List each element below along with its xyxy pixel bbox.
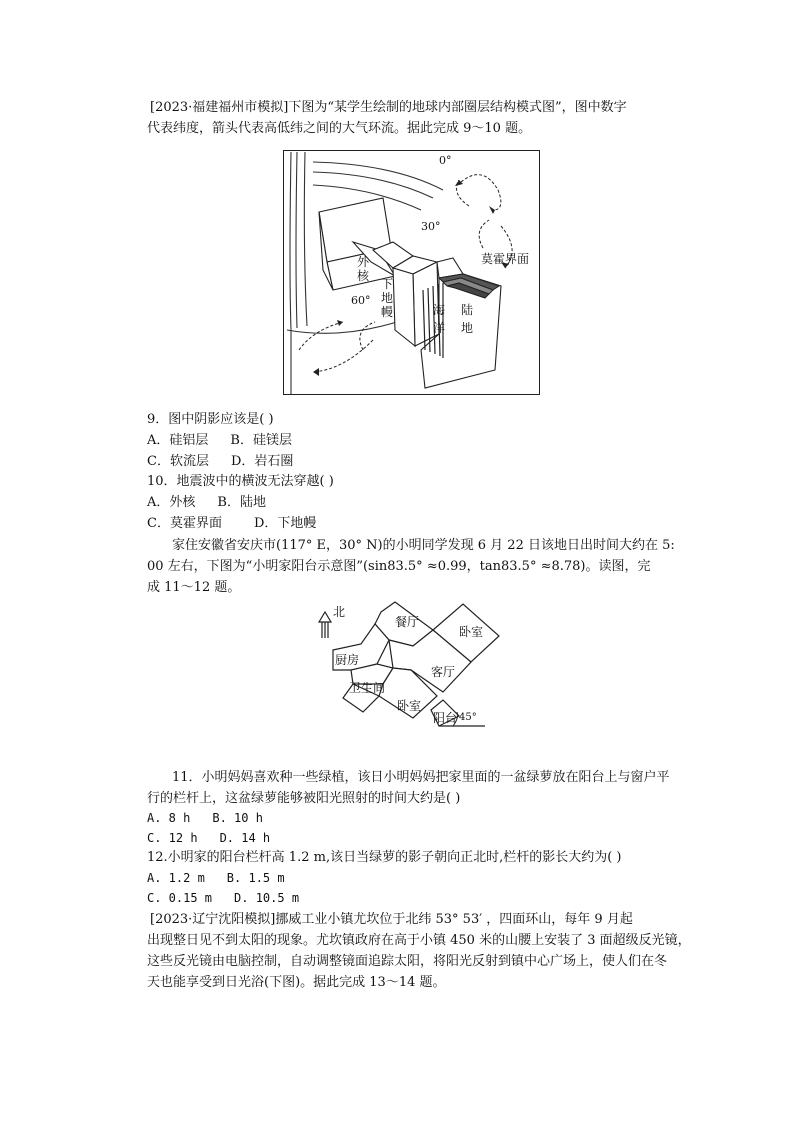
intro3-line3: 这些反光镜由电脑控制，自动调整镜面追踪太阳，将阳光反射到镇中心广场上，使人们在冬: [147, 954, 668, 969]
bedroom2-label: 卧室: [397, 699, 422, 713]
north-label: 北: [333, 605, 346, 619]
q10-stem: 10．地震波中的横波无法穿越( ): [147, 474, 334, 489]
intro3-line2: 出现整日见不到太阳的现象。尤坎镇政府在高于小镇 450 米的山腰上安装了 3 面超级反光镜，: [147, 933, 691, 948]
living-label: 客厅: [431, 665, 456, 679]
intro2-line3: 成 11～12 题。: [147, 580, 241, 595]
apartment-floorplan-figure: [313, 600, 503, 730]
q10-option-a: A．外核: [147, 495, 196, 510]
intro1-line1: [2023·福建福州市模拟]下图为“某学生绘制的地球内部圈层结构模式图”，图中数字: [150, 100, 627, 115]
intro3-line1: [2023·辽宁沈阳模拟]挪威工业小镇尤坎位于北纬 53° 53′ ，四面环山，每年 9 月起: [150, 912, 633, 927]
q10-option-b: B．陆地: [217, 495, 266, 510]
ocean-label-1: 海: [433, 303, 446, 317]
q9-option-b: B．硅镁层: [230, 433, 292, 448]
north-arrow-icon: [319, 612, 331, 638]
q9-options-cd: [147, 452, 315, 472]
q9-options-ab: [147, 431, 314, 451]
q10-options-ab: [147, 493, 288, 513]
outer-core-label-2: 核: [357, 269, 370, 283]
q12-stem: 12.小明家的阳台栏杆高 1.2 m,该日当绿萝的影子朝向正北时,栏杆的影长大约为( ): [147, 850, 622, 865]
bedroom1-label: 卧室: [459, 625, 484, 639]
outer-core-label-1: 外: [357, 255, 370, 269]
lat-30-label: 30°: [421, 220, 441, 233]
q9-stem: 9．图中阴影应该是( ): [147, 412, 274, 427]
q10-option-d: D．下地幔: [253, 516, 317, 531]
q11-option-c: C. 12 h: [147, 831, 198, 845]
land-label-2: 地: [461, 321, 474, 335]
q9-option-d: D．岩石圈: [230, 454, 294, 469]
intro2-line2: 00 左右，下图为“小明家阳台示意图”(sin83.5° ≈0.99，tan83.5° ≈8.78)。读图，完: [147, 559, 651, 574]
q9-option-a: A．硅铝层: [147, 433, 209, 448]
intro3-line4: 天也能享受到日光浴(下图)。据此完成 13～14 题。: [147, 975, 446, 990]
q11-option-d: D. 14 h: [219, 831, 271, 845]
lat-60-label: 60°: [351, 294, 371, 307]
angle-label: 45°: [459, 712, 477, 723]
intro1-line2: 代表纬度，箭头代表高低纬之间的大气环流。据此完成 9～10 题。: [147, 121, 532, 136]
q11-option-a: A. 8 h: [147, 811, 191, 825]
intro2-line1: 家住安徽省安庆市(117° E，30° N)的小明同学发现 6 月 22 日该地日出时间大约在 5:: [172, 538, 675, 553]
q9-option-c: C．软流层: [147, 454, 209, 469]
q11-options-ab: [147, 808, 285, 828]
q10-option-c: C．莫霍界面: [147, 516, 222, 531]
q12-option-a: A. 1.2 m: [147, 871, 205, 885]
lat-0-label: 0°: [439, 154, 452, 167]
land-label-1: 陆: [461, 303, 474, 317]
earth-structure-figure: [283, 150, 540, 395]
q12-option-d: D. 10.5 m: [234, 891, 300, 905]
q12-option-c: C. 0.15 m: [147, 891, 213, 905]
q11-option-b: B. 10 h: [212, 811, 263, 825]
q11-options-cd: [147, 828, 292, 848]
lower-mantle-label-3: 幔: [381, 305, 394, 319]
balcony-label: 阳台: [433, 711, 458, 725]
bathroom-label: 卫生间: [349, 681, 386, 695]
moho-label: 莫霍界面: [481, 252, 530, 266]
lower-mantle-label-2: 地: [381, 291, 394, 305]
q11-line2: 行的栏杆上，这盆绿萝能够被阳光照射的时间大约是( ): [147, 791, 461, 806]
q12-option-b: B. 1.5 m: [226, 871, 285, 885]
lower-mantle-label-1: 下: [381, 277, 394, 291]
ocean-label-2: 洋: [433, 321, 446, 335]
dining-label: 餐厅: [395, 615, 420, 629]
q11-line1: 11．小明妈妈喜欢种一些绿植，该日小明妈妈把家里面的一盆绿萝放在阳台上与窗户平: [172, 770, 670, 785]
q10-options-cd: [147, 514, 338, 534]
kitchen-label: 厨房: [335, 653, 360, 667]
q12-options-ab: [147, 868, 307, 888]
q12-options-cd: [147, 888, 321, 908]
